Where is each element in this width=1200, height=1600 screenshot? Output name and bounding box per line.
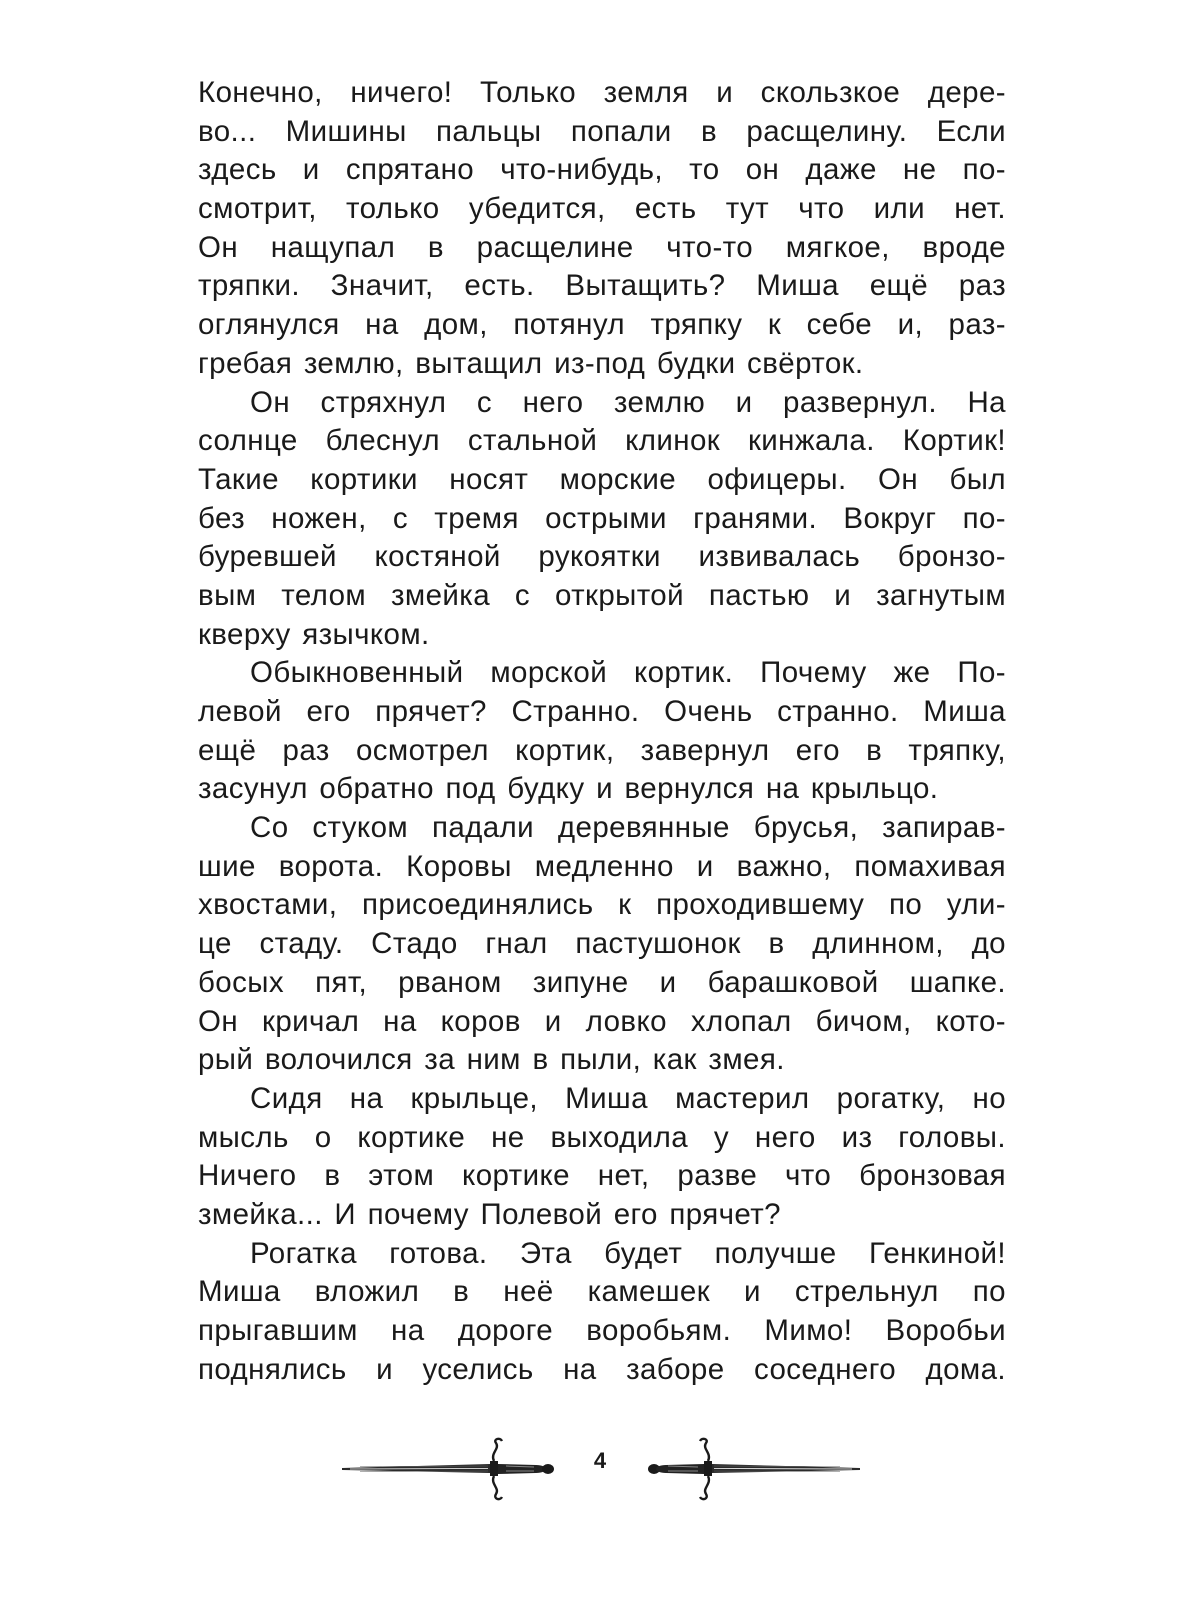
text-line: Миша вложил в неё камешек и стрельнул по <box>198 1275 1006 1309</box>
page-number: 4 <box>593 1448 607 1473</box>
text-line: прыгавшим на дороге воробьям. Мимо! Воробьи <box>198 1314 1006 1347</box>
text-line: хвостами, присоединялись к проходившему по ули- <box>198 888 1006 922</box>
text-line: босых пят, рваном зипуне и барашковой шапке. <box>198 965 1006 999</box>
text-line: гребая землю, вытащил из-под будки свёрток. <box>198 346 864 380</box>
text-line: це стаду. Стадо гнал пастушонок в длинном, до <box>198 927 1006 961</box>
text-line: смотрит, только убедится, есть тут что или нет. <box>198 192 1006 226</box>
text-line: здесь и спрятано что-нибудь, то он даже не по- <box>198 153 1006 187</box>
text-line: солнце блеснул стальной клинок кинжала. Кортик! <box>198 424 1006 458</box>
text-line: вым телом змейка с открытой пастью и загнутым <box>198 578 1006 612</box>
text-line: Рогатка готова. Эта будет получше Генкиной! <box>250 1236 1006 1270</box>
text-line: тряпки. Значит, есть. Вытащить? Миша ещё раз <box>198 269 1006 303</box>
text-line: змейка... И почему Полевой его прячет? <box>198 1197 781 1231</box>
text-line: Такие кортики носят морские офицеры. Он был <box>198 462 1006 496</box>
text-line: поднялись и уселись на заборе соседнего дома. <box>198 1352 1006 1386</box>
page-text <box>198 74 1006 1389</box>
text-line: Конечно, ничего! Только земля и скользкое дере- <box>198 76 1006 109</box>
text-line: рый волочился за ним в пыли, как змея. <box>198 1043 785 1077</box>
text-line: Со стуком падали деревянные брусья, запирав- <box>250 811 1006 845</box>
text-line: оглянулся на дом, потянул тряпку к себе и, раз- <box>198 308 1006 342</box>
text-line: засунул обратно под будку и вернулся на крыльцо. <box>198 772 939 806</box>
text-line: без ножен, с тремя острыми гранями. Вокруг по- <box>198 501 1006 535</box>
text-line: Он нащупал в расщелине что-то мягкое, вроде <box>198 230 1006 264</box>
text-line: ещё раз осмотрел кортик, завернул его в тряпку, <box>198 733 1006 767</box>
text-line: мысль о кортике не выходила у него из головы. <box>198 1120 1006 1154</box>
text-line: Обыкновенный морской кортик. Почему же По- <box>250 656 1006 690</box>
page-footer <box>0 1435 1200 1505</box>
text-line: кверху язычком. <box>198 617 430 651</box>
text-line: буревшей костяной рукоятки извивалась бронзо- <box>198 540 1006 574</box>
text-line: Он кричал на коров и ловко хлопал бичом, кото- <box>198 1004 1006 1038</box>
text-line: во... Мишины пальцы попали в расщелину. Если <box>198 114 1006 148</box>
dagger-left-icon <box>340 1435 562 1505</box>
dagger-right-icon <box>640 1435 862 1505</box>
text-line: Сидя на крыльце, Миша мастерил рогатку, но <box>250 1081 1006 1115</box>
text-line: Он стряхнул с него землю и развернул. На <box>250 385 1006 419</box>
text-line: Ничего в этом кортике нет, разве что бронзовая <box>198 1159 1006 1193</box>
text-line: левой его прячет? Странно. Очень странно. Миша <box>198 695 1006 728</box>
text-line: шие ворота. Коровы медленно и важно, помахивая <box>198 849 1006 883</box>
